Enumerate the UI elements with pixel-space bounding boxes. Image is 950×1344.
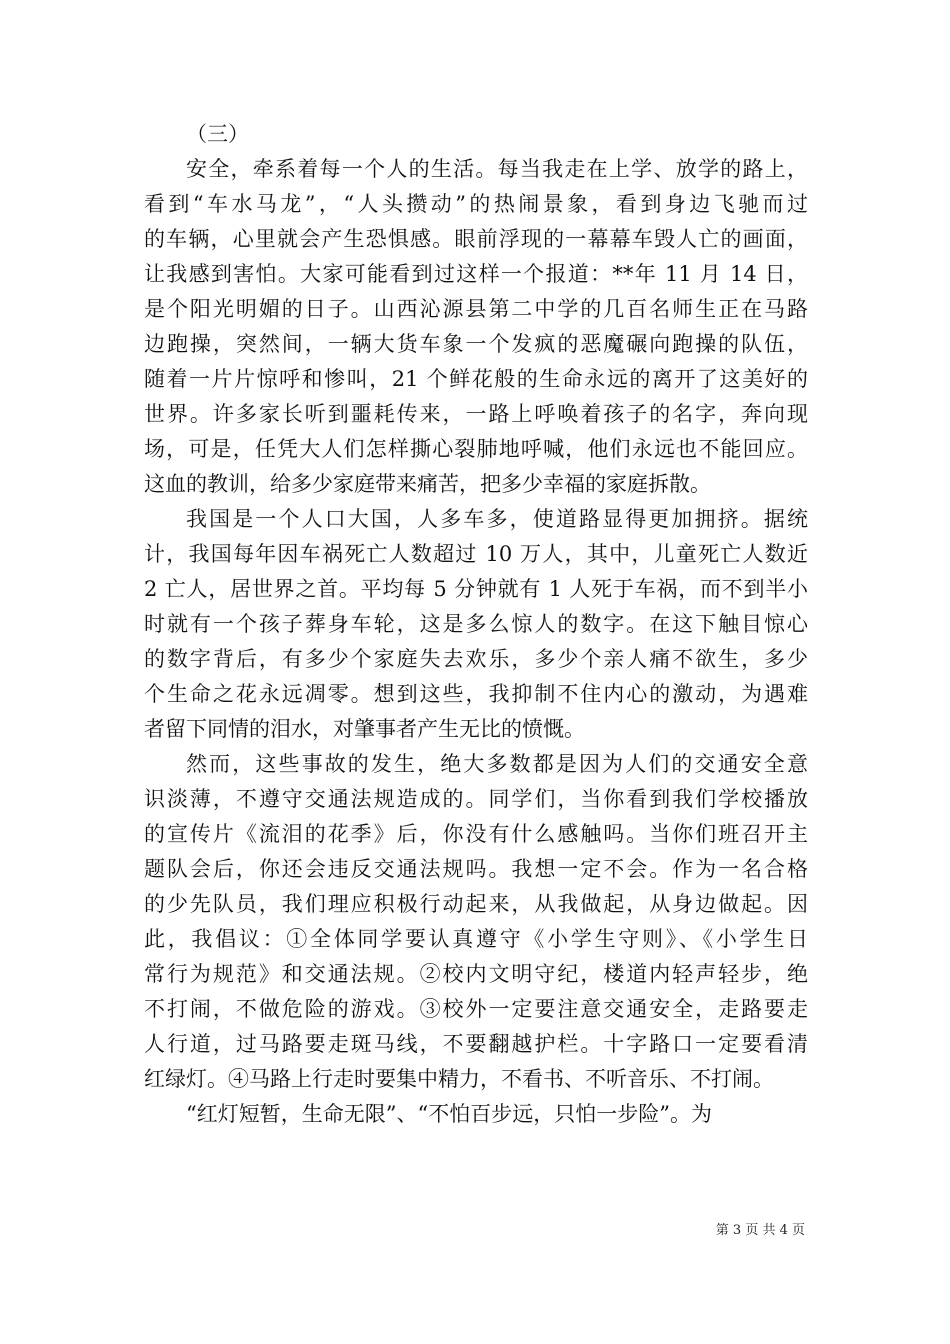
- text-line: 红绿灯。④马路上行走时要集中精力，不看书、不听音乐、不打闹。: [144, 1067, 774, 1091]
- text-line: 让我感到害怕。大家可能看到过这样一个报道：**年 11 月 14 日，: [144, 262, 808, 286]
- text-line: 世界。许多家长听到噩耗传来，一路上呼唤着孩子的名字，奔向现: [144, 402, 808, 426]
- text-line: 个生命之花永远凋零。想到这些，我抑制不住内心的激动，为遇难: [144, 682, 808, 706]
- paragraph: [144, 1097, 808, 1132]
- text-line: 这血的教训，给多少家庭带来痛苦，把多少幸福的家庭拆散。: [144, 472, 711, 496]
- text-line: 的车辆，心里就会产生恐惧感。眼前浮现的一幕幕车毁人亡的画面，: [144, 227, 808, 251]
- paragraph-container: [144, 152, 808, 1132]
- text-line: 随着一片片惊呼和惨叫，21 个鲜花般的生命永远的离开了这美好的: [144, 367, 808, 391]
- text-line: 人行道，过马路要走斑马线，不要翻越护栏。十字路口一定要看清: [144, 1032, 808, 1056]
- text-line: 的数字背后，有多少个家庭失去欢乐，多少个亲人痛不欲生，多少: [144, 647, 808, 671]
- text-line: 此，我倡议：①全体同学要认真遵守《小学生守则》、《小学生日: [144, 927, 808, 951]
- text-line: 识淡薄，不遵守交通法规造成的。同学们，当你看到我们学校播放: [144, 787, 808, 811]
- section-heading: （三）: [186, 122, 249, 146]
- paragraph: [144, 152, 808, 502]
- text-line: 题队会后，你还会违反交通法规吗。我想一定不会。作为一名合格: [144, 857, 808, 881]
- text-line: 边跑操，突然间，一辆大货车象一个发疯的恶魔碾向跑操的队伍，: [144, 332, 808, 356]
- text-line: “红灯短暂，生命无限”、“不怕百步远，只怕一步险”。为: [186, 1102, 712, 1126]
- text-line: 安全，牵系着每一个人的生活。每当我走在上学、放学的路上，: [186, 157, 808, 181]
- text-line: 时就有一个孩子葬身车轮，这是多么惊人的数字。在这下触目惊心: [144, 612, 808, 636]
- text-line: 常行为规范》和交通法规。②校内文明守纪，楼道内轻声轻步，绝: [144, 962, 808, 986]
- text-line: 的少先队员，我们理应积极行动起来，从我做起，从身边做起。因: [144, 892, 808, 916]
- text-line: 然而，这些事故的发生，绝大多数都是因为人们的交通安全意: [186, 752, 808, 776]
- page-number: 第 3 页 共 4 页: [715, 1223, 805, 1238]
- text-line: 2 亡人，居世界之首。平均每 5 分钟就有 1 人死于车祸，而不到半小: [144, 577, 808, 601]
- text-line: 是个阳光明媚的日子。山西沁源县第二中学的几百名师生正在马路: [144, 297, 808, 321]
- text-line: 我国是一个人口大国，人多车多，使道路显得更加拥挤。据统: [186, 507, 808, 531]
- text-line: 的宣传片《流泪的花季》后，你没有什么感触吗。当你们班召开主: [144, 822, 808, 846]
- text-line: 看到“车水马龙”，“人头攒动”的热闹景象，看到身边飞驰而过: [144, 192, 808, 216]
- paragraph: [144, 747, 808, 1097]
- text-line: 者留下同情的泪水，对肇事者产生无比的愤慨。: [144, 717, 585, 741]
- text-line: 不打闹，不做危险的游戏。③校外一定要注意交通安全，走路要走: [144, 997, 808, 1021]
- text-line: 计，我国每年因车祸死亡人数超过 10 万人，其中，儿童死亡人数近: [144, 542, 808, 566]
- paragraph: [144, 502, 808, 747]
- text-line: 场，可是，任凭大人们怎样撕心裂肺地呼喊，他们永远也不能回应。: [144, 437, 808, 461]
- document-body: [144, 116, 808, 1132]
